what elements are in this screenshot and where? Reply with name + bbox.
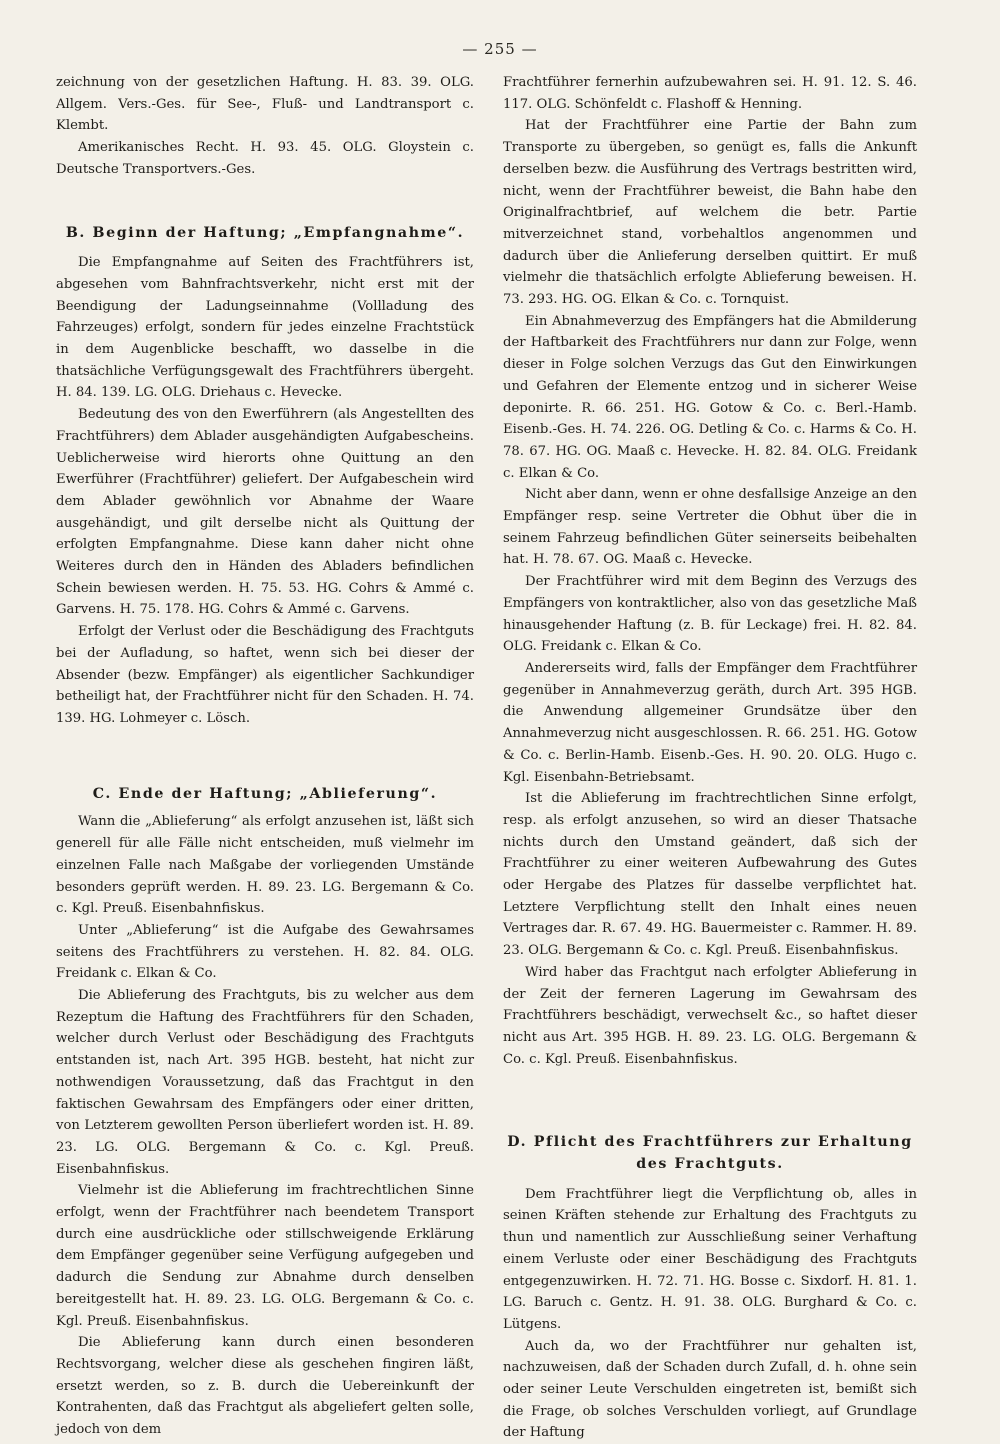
- paragraph: zeichnung von der gesetzlichen Haftung. H. 83. 39. OLG. Allgem. Vers.-Ges. für See-, Fluß- und Landtransport c. Klembt.: [56, 75, 474, 134]
- paragraph: Die Empfangnahme auf Seiten des Frachtführers ist, abgesehen vom Bahnfrachtsverkehr, nicht erst mit der Beendigung der Ladungseinnahme (Vollladung des Fahrzeuges) erfolgt, sondern für jedes einzelne Frachtstück in dem Augenblicke beschafft, wo dasselbe in die thatsächliche Verfügungsgewalt des Frachtführers übergeht. H. 84. 139. LG. OLG. Driehaus c. Hevecke.: [56, 255, 474, 401]
- paragraph: Bedeutung des von den Ewerführern (als Angestellten des Frachtführers) dem Ablader ausgehändigten Aufgabescheins. Ueblicherweise wird hierorts ohne Quittung an den Ewerführer (Frachtführer) geliefert. Der Aufgabeschein wird dem Ablader gewöhnlich vor Abnahme der Waare ausgehändigt, und gilt derselbe nicht als Quittung der erfolgten Empfangnahme. Diese kann daher nicht ohne Weiteres durch den in Händen des Abladers befindlichen Schein bewiesen werden. H. 75. 53. HG. Cohrs & Ammé c. Garvens. H. 75. 178. HG. Cohrs & Ammé c. Garvens.: [56, 407, 474, 618]
- paragraph: Wann die „Ablieferung“ als erfolgt anzusehen ist, läßt sich generell für alle Fälle nicht entscheiden, muß vielmehr im einzelnen Falle nach Maßgabe der vorliegenden Umstände besonders geprüft werden. H. 89. 23. LG. Bergemann & Co. c. Kgl. Preuß. Eisenbahnfiskus.: [56, 814, 474, 917]
- page-number: — 255 —: [462, 40, 538, 58]
- section-heading-b: B. Beginn der Haftung; „Empfangnahme“.: [65, 224, 465, 241]
- paragraph: Frachtführer fernerhin aufzubewahren sei. H. 91. 12. S. 46. 117. OLG. Schönfeldt c. Flashoff & Henning.: [503, 75, 917, 112]
- left-column: [56, 72, 474, 1438]
- paragraph: Andererseits wird, falls der Empfänger dem Frachtführer gegenüber in Annahmeverzug geräth, durch Art. 395 HGB. die Anwendung allgemeiner Grundsätze über den Annahmeverzug nicht ausgeschlossen. R. 66. 251. HG. Gotow & Co. c. Berlin-Hamb. Eisenb.-Ges. H. 90. 20. OLG. Hugo c. Kgl. Eisenbahn-Betriebsamt.: [503, 660, 917, 785]
- paragraph: Die Ablieferung kann durch einen besonderen Rechtsvorgang, welcher diese als geschehen fingiren läßt, ersetzt werden, so z. B. durch die Uebereinkunft der Kontrahenten, daß das Frachtgut als abgeliefert gelten solle, jedoch von dem: [56, 1335, 474, 1438]
- section-heading-d: [503, 1132, 917, 1175]
- paragraph: Vielmehr ist die Ablieferung im frachtrechtlichen Sinne erfolgt, wenn der Frachtführer nach beendetem Transport durch eine ausdrückliche oder stillschweigende Erklärung dem Empfänger gegenüber seine Verfügung aufgegeben und dadurch die Sendung zur Abnahme durch denselben bereitgestellt hat. H. 89. 23. LG. OLG. Bergemann & Co. c. Kgl. Preuß. Eisenbahnfiskus.: [56, 1183, 474, 1329]
- paragraph: Amerikanisches Recht. H. 93. 45. OLG. Gloystein c. Deutsche Transportvers.-Ges.: [56, 140, 474, 177]
- paragraph: Unter „Ablieferung“ ist die Aufgabe des Gewahrsames seitens des Frachtführers zu verstehen. H. 82. 84. OLG. Freidank c. Elkan & Co.: [56, 922, 474, 982]
- paragraph: Wird haber das Frachtgut nach erfolgter Ablieferung in der Zeit der ferneren Lagerung im Gewahrsam des Frachtführers beschädigt, verwechselt &c., so haftet dieser nicht aus Art. 395 HGB. H. 89. 23. LG. OLG. Bergemann & Co. c. Kgl. Preuß. Eisenbahnfiskus.: [503, 964, 917, 1067]
- section-heading-d-line2: des Frachtguts.: [636, 1156, 784, 1173]
- paragraph: Die Ablieferung des Frachtguts, bis zu welcher aus dem Rezeptum die Haftung des Frachtführers für den Schaden, welcher durch Verlust oder Beschädigung des Frachtguts entstanden ist, nach Art. 395 HGB. besteht, hat nicht zur nothwendigen Voraussetzung, daß das Frachtgut in den faktischen Gewahrsam des Empfängers oder einer dritten, von Letzterem gewollten Person überliefert worden ist. H. 89. 23. LG. OLG. Bergemann & Co. c. Kgl. Preuß. Eisenbahnfiskus.: [56, 988, 474, 1177]
- section-heading-c: C. Ende der Haftung; „Ablieferung“.: [92, 785, 438, 802]
- paragraph: Erfolgt der Verlust oder die Beschädigung des Frachtguts bei der Aufladung, so haftet, wenn sich bei dieser der Absender (bezw. Empfänger) als eigentlicher Sachkundiger betheiligt hat, der Frachtführer nicht für den Schaden. H. 74. 139. HG. Lohmeyer c. Lösch.: [56, 624, 474, 726]
- paragraph: Ein Abnahmeverzug des Empfängers hat die Abmilderung der Haftbarkeit des Frachtführers nur dann zur Folge, wenn dieser in Folge solchen Verzugs das Gut den Einwirkungen und Gefahren der Elemente entzog und in sicherer Weise deponirte. R. 66. 251. HG. Gotow & Co. c. Berl.-Hamb. Eisenb.-Ges. H. 74. 226. OG. Detling & Co. c. Harms & Co. H. 78. 67. HG. OG. Maaß c. Hevecke. H. 82. 84. OLG. Freidank c. Elkan & Co.: [503, 313, 917, 481]
- paragraph: Dem Frachtführer liegt die Verpflichtung ob, alles in seinen Kräften stehende zur Erhaltung des Frachtguts zu thun und namentlich zur Ausschließung seiner Verhaftung einem Verluste oder einer Beschädigung des Frachtguts entgegenzuwirken. H. 72. 71. HG. Bosse c. Sixdorf. H. 81. 1. LG. Baruch c. Gentz. H. 91. 38. OLG. Burghard & Co. c. Lütgens.: [503, 1186, 917, 1332]
- paragraph: Nicht aber dann, wenn er ohne desfallsige Anzeige an den Empfänger resp. seine Vertreter die Obhut über die in seinem Fahrzeug befindlichen Güter seinerseits beibehalten hat. H. 78. 67. OG. Maaß c. Hevecke.: [503, 487, 917, 568]
- right-column: [503, 72, 917, 1441]
- paragraph: Hat der Frachtführer eine Partie der Bahn zum Transporte zu übergeben, so genügt es, falls die Ankunft derselben bezw. die Ausführung des Vertrags bestritten wird, nicht, wenn der Frachtführer beweist, die Bahn habe den Originalfrachtbrief, auf welchem die betr. Partie mitverzeichnet stand, vorbehaltlos angenommen und dadurch über die Anlieferung derselben quittirt. Er muß vielmehr die thatsächlich erfolgte Ablieferung beweisen. H. 73. 293. HG. OG. Elkan & Co. c. Tornquist.: [503, 118, 917, 308]
- paragraph: Ist die Ablieferung im frachtrechtlichen Sinne erfolgt, resp. als erfolgt anzusehen, so wird an dieser Thatsache nichts durch den Umstand geändert, daß sich der Frachtführer zu einer weiteren Aufbewahrung des Gutes oder Hergabe des Platzes für dasselbe verpflichtet hat. Letztere Verpflichtung stellt den Inhalt eines neuen Vertrages dar. R. 67. 49. HG. Bauermeister c. Rammer. H. 89. 23. OLG. Bergemann & Co. c. Kgl. Preuß. Eisenbahnfiskus.: [503, 791, 917, 959]
- section-heading-d-line1: D. Pflicht des Frachtführers zur Erhaltung: [507, 1134, 913, 1151]
- paragraph: Der Frachtführer wird mit dem Beginn des Verzugs des Empfängers von kontraktlicher, also von das gesetzliche Maß hinausgehender Haftung (z. B. für Leckage) frei. H. 82. 84. OLG. Freidank c. Elkan & Co.: [503, 574, 917, 655]
- paragraph: Auch da, wo der Frachtführer nur gehalten ist, nachzuweisen, daß der Schaden durch Zufall, d. h. ohne sein oder seiner Leute Verschulden eingetreten ist, bemißt sich die Frage, ob solches Verschulden vorliegt, auf Grundlage der Haftung: [503, 1338, 917, 1441]
